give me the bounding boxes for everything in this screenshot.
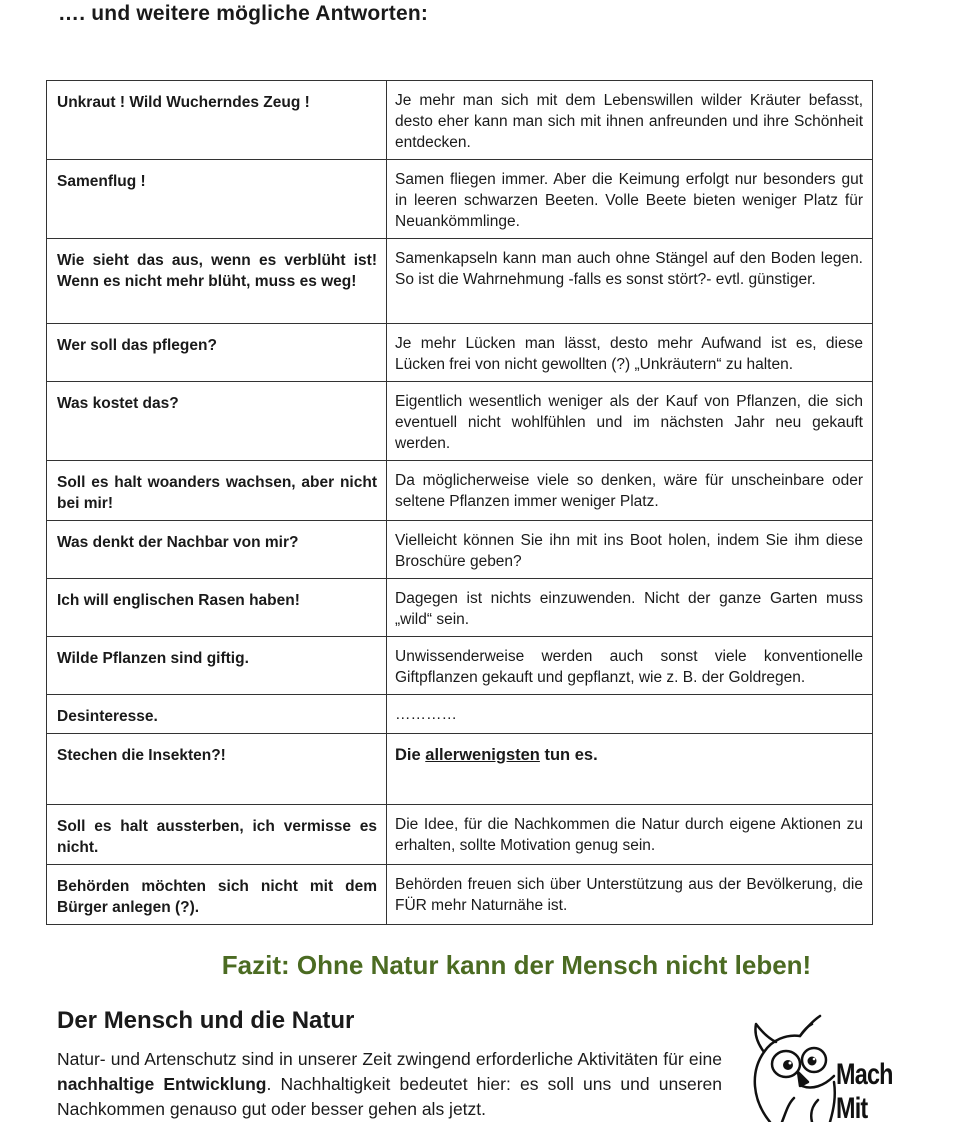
table-row <box>47 579 873 637</box>
page-heading: …. und weitere mögliche Antworten: <box>58 2 429 25</box>
answer-text-post: tun es. <box>539 746 598 764</box>
answer-underlined-word: allerwenigsten <box>425 746 540 764</box>
answer-cell: Je mehr man sich mit dem Lebenswillen wilder Kräuter befasst, desto eher kann man sich mit ihnen anfreunden und ihre Schönheit entdecken. <box>387 81 873 160</box>
body-paragraph <box>57 1047 722 1122</box>
table-row <box>47 637 873 695</box>
table-row <box>47 324 873 382</box>
question-cell: Stechen die Insekten?! <box>47 734 387 805</box>
table-row <box>47 382 873 461</box>
paragraph-text-pre: Natur- und Artenschutz sind in unserer Zeit zwingend erforderliche Aktivitäten für eine <box>57 1049 722 1069</box>
question-cell: Samenflug ! <box>47 160 387 239</box>
fazit-heading: Fazit: Ohne Natur kann der Mensch nicht leben! <box>221 950 812 980</box>
answer-cell: Unwissenderweise werden auch sonst viele konventionelle Giftpflanzen gekauft und gepflanzt, wie z. B. der Goldregen. <box>387 637 873 695</box>
question-cell: Desinteresse. <box>47 695 387 734</box>
table-row <box>47 865 873 925</box>
question-cell: Was denkt der Nachbar von mir? <box>47 521 387 579</box>
question-cell: Soll es halt woanders wachsen, aber nicht bei mir! <box>47 461 387 521</box>
answer-cell <box>387 734 873 805</box>
question-cell: Wer soll das pflegen? <box>47 324 387 382</box>
question-cell: Unkraut ! Wild Wucherndes Zeug ! <box>47 81 387 160</box>
table-row <box>47 160 873 239</box>
answer-cell: Eigentlich wesentlich weniger als der Kauf von Pflanzen, die sich eventuell nicht wohlfühlen und im nächsten Jahr neu gekauft werden. <box>387 382 873 461</box>
question-cell: Soll es halt aussterben, ich vermisse es nicht. <box>47 805 387 865</box>
question-cell: Wilde Pflanzen sind giftig. <box>47 637 387 695</box>
answer-cell: Vielleicht können Sie ihn mit ins Boot holen, indem Sie ihm diese Broschüre geben? <box>387 521 873 579</box>
table-row <box>47 461 873 521</box>
table-row <box>47 805 873 865</box>
answer-cell: Da möglicherweise viele so denken, wäre für unscheinbare oder seltene Pflanzen immer weniger Platz. <box>387 461 873 521</box>
qa-table <box>46 80 873 925</box>
question-cell: Behörden möchten sich nicht mit dem Bürger anlegen (?). <box>47 865 387 925</box>
answer-cell: Samen fliegen immer. Aber die Keimung erfolgt nur besonders gut in leeren schwarzen Beeten. Volle Beete bieten weniger Platz für Neuankömmlinge. <box>387 160 873 239</box>
mach-mit-logo-text: Mach Mit <box>836 1058 893 1125</box>
answer-cell: Dagegen ist nichts einzuwenden. Nicht der ganze Garten muss „wild“ sein. <box>387 579 873 637</box>
answer-cell: Die Idee, für die Nachkommen die Natur durch eigene Aktionen zu erhalten, sollte Motivation genug sein. <box>387 805 873 865</box>
table-row <box>47 734 873 805</box>
table-row <box>47 521 873 579</box>
question-cell: Wie sieht das aus, wenn es verblüht ist! Wenn es nicht mehr blüht, muss es weg! <box>47 239 387 324</box>
paragraph-bold-term: nachhaltige Entwicklung <box>57 1074 267 1094</box>
question-cell: Ich will englischen Rasen haben! <box>47 579 387 637</box>
answer-cell: Behörden freuen sich über Unterstützung aus der Bevölkerung, die FÜR mehr Naturnähe ist. <box>387 865 873 925</box>
section-title: Der Mensch und die Natur <box>57 1007 355 1034</box>
table-row <box>47 81 873 160</box>
paragraph-text-post: . Nachhaltigkeit bedeutet hier: es soll uns und unseren Nachkommen genauso gut oder besser gehen als jetzt. <box>57 1074 722 1119</box>
answer-text-pre: Die <box>395 746 426 764</box>
answer-cell: ………… <box>387 695 873 734</box>
answer-cell: Je mehr Lücken man lässt, desto mehr Aufwand ist es, diese Lücken frei von nicht gewollten (?) „Unkräutern“ zu halten. <box>387 324 873 382</box>
answer-cell: Samenkapseln kann man auch ohne Stängel auf den Boden legen. So ist die Wahrnehmung -falls es sonst stört?- evtl. günstiger. <box>387 239 873 324</box>
table-row <box>47 239 873 324</box>
table-row <box>47 695 873 734</box>
question-cell: Was kostet das? <box>47 382 387 461</box>
